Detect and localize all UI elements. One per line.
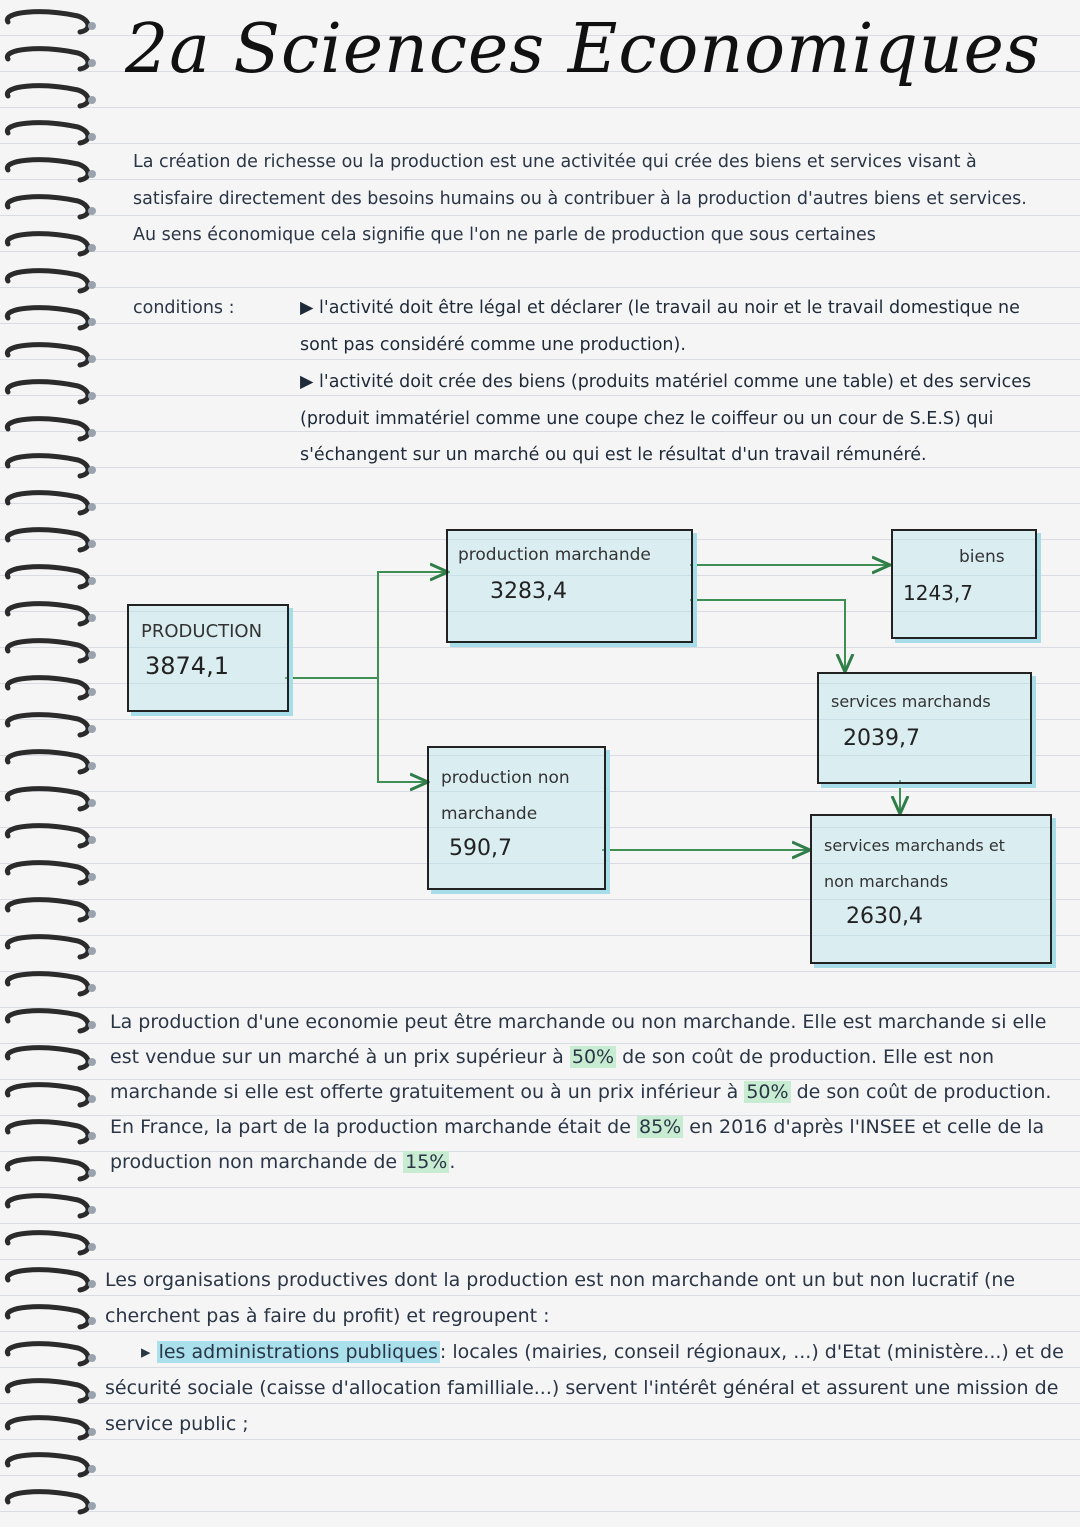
box-production-marchande: production marchande 3283,4	[446, 529, 693, 643]
sens-text: Au sens économique cela signifie que l'on ne parle de production que sous certaines	[133, 225, 876, 245]
highlight-15pct: 15%	[405, 1151, 448, 1173]
page-title: 2a Sciences Economiques	[125, 10, 1041, 89]
triangle-bullet-icon: ▶	[300, 372, 320, 392]
arrow-marchande-to-services	[690, 600, 845, 672]
arrow-production-to-non-marchande	[378, 678, 428, 782]
triangle-bullet-icon: ▸	[141, 1341, 151, 1363]
highlight-50pct: 50%	[571, 1046, 615, 1068]
highlight-50pct: 50%	[746, 1081, 789, 1103]
paragraph-marchande: La production d'une economie peut être marchande ou non marchande. Elle est marchande si elle est vendue sur un marché à un prix supérieur à 50% de son coût de production. Elle est non marchande si elle est offerte gratuitement ou à un prix inférieur à 50% de son coût de production. En France, la part de la production marchande était de 85% en 2016 d'après l'INSEE et celle de la production non marchande de 15% .	[110, 1011, 1052, 1173]
condition-item: ▶ l'activité doit crée des biens (produits matériel comme une table) et des services (produit immatériel comme une coupe chez le coiffeur ou un cour de S.E.S) qui s'échangent sur un marché ou qui est le résultat d'un travail rémunéré.	[300, 372, 1032, 465]
box-services-marchands-et-non-marchands: services marchands et non marchands 2630,4	[810, 814, 1052, 964]
condition-item: ▶ l'activité doit être légal et déclarer (le travail au noir et le travail domestique ne sont pas considéré comme une production).	[300, 298, 1020, 355]
paragraph-organisations: Les organisations productives dont la production est non marchande ont un but non lucratif (ne cherchent pas à faire du profit) et regroupent : ▸ les administrations publiques : locales (mairies, conseil régionaux, ...) d'Etat (ministère...) et de sécurité sociale (caisse d'allocation familliale...) servent l'intérêt général et assurent une mission de service public ;	[105, 1269, 1064, 1435]
arrow-production-to-marchande	[285, 572, 448, 678]
box-biens: biens 1243,7	[891, 529, 1037, 639]
highlight-administrations: les administrations publiques	[158, 1341, 438, 1363]
box-production-non-marchande: production non marchande 590,7	[427, 746, 606, 890]
box-services-marchands: services marchands 2039,7	[817, 672, 1032, 784]
box-production: PRODUCTION 3874,1	[127, 604, 289, 712]
conditions-label: conditions :	[133, 298, 235, 318]
intro-text: La création de richesse ou la production est une activitée qui crée des biens et services visant à satisfaire directement des besoins humains ou à contribuer à la production d'autres biens et services.	[133, 152, 1027, 209]
highlight-85pct: 85%	[638, 1116, 682, 1138]
triangle-bullet-icon: ▶	[300, 298, 320, 318]
